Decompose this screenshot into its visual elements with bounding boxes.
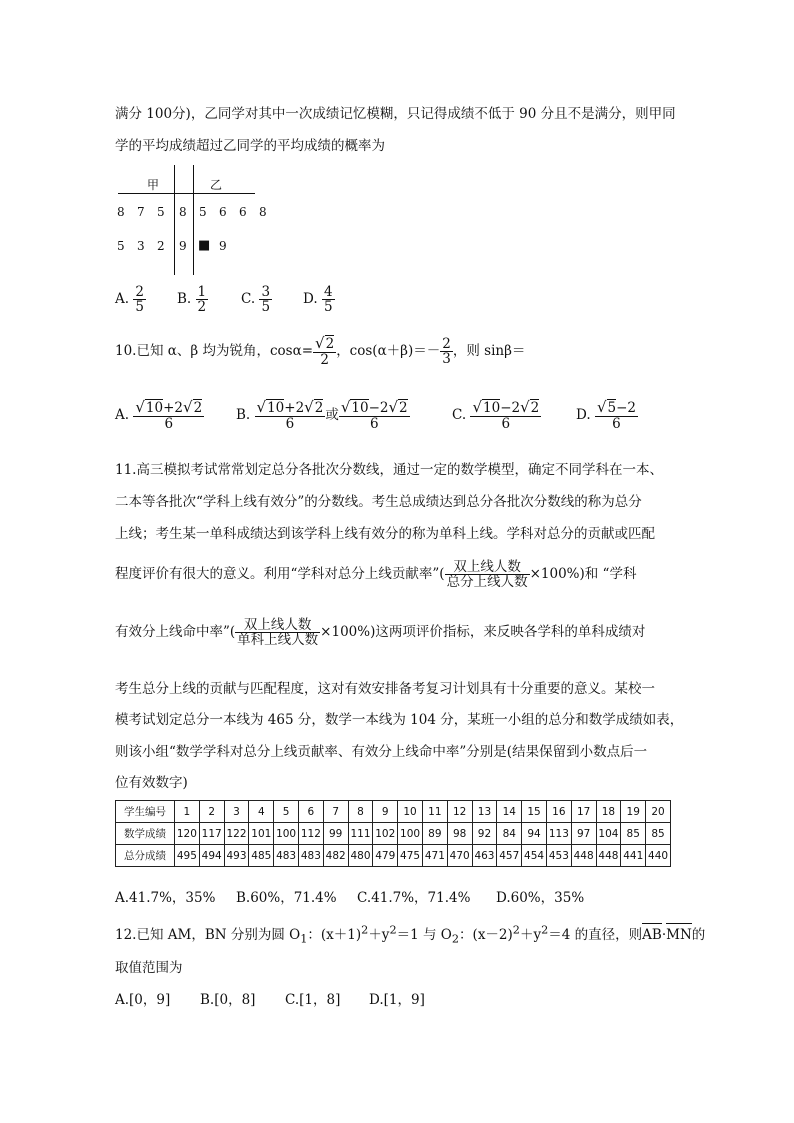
q11-text-line2: 二本等各批次“学科上线有效分”的分数线。考生总成绩达到总分各批次分数线的称为总分: [115, 494, 642, 510]
table-cell: 11: [422, 801, 447, 823]
q11-line4-a: 程度评价有很大的意义。利用“学科对总分上线贡献率”(: [115, 566, 445, 583]
q10-option-a[interactable]: A. $\frac{√10+2√2}{6}$: [115, 398, 203, 432]
table-cell: 471: [422, 845, 447, 867]
q9-text-line1: 满分 100分)，乙同学对其中一次成绩记忆模糊，只记得成绩不低于 90 分且不是满分，则甲同: [115, 106, 676, 122]
q10-stem: 10.已知 α、β 均为锐角，cosα= $\frac{√2}{2}$ ，cos(α＋β)＝－ $\frac{2}{3}$ ，则 sinβ＝: [115, 334, 526, 368]
table-cell: 120: [175, 823, 200, 845]
table-cell: 463: [472, 845, 497, 867]
table-cell: 92: [472, 823, 497, 845]
option-label: A.: [115, 406, 130, 423]
option-label: D.: [303, 291, 318, 308]
frac-den: 2: [313, 352, 336, 367]
table-cell: 7: [323, 801, 348, 823]
q11-option-a[interactable]: A.41.7%，35%: [115, 890, 216, 906]
table-cell: 111: [348, 823, 373, 845]
leaf: 3: [137, 239, 145, 253]
frac-den: 单科上线人数: [237, 632, 319, 649]
sqrt-radicand: 10: [483, 400, 501, 416]
frac-den: 5: [135, 299, 144, 316]
table-cell: 494: [199, 845, 224, 867]
table-cell: 113: [546, 823, 571, 845]
q12-part: ＝1 与 O: [396, 927, 452, 943]
table-row: [116, 823, 671, 845]
q9-text-line2: 学的平均成绩超过乙同学的平均成绩的概率为: [115, 138, 385, 154]
frac-num: 双上线人数: [243, 617, 312, 633]
stemleaf-right-header: 乙: [210, 178, 223, 192]
sqrt-radicand: 10: [267, 400, 285, 416]
table-cell: 495: [175, 845, 200, 867]
table-cell: 485: [249, 845, 274, 867]
q11-text-line7: 模考试划定总分一本线为 465 分，数学一本线为 104 分，某班一小组的总分和数学成绩如表，: [115, 712, 684, 728]
frac-den: 6: [470, 416, 541, 431]
frac-num: 双上线人数: [453, 559, 521, 575]
table-cell: 14: [497, 801, 522, 823]
q10-option-b[interactable]: B. $\frac{√10+2√2}{6}$ 或 $\frac{√10-2√2}{6}$: [236, 398, 408, 432]
leaf: 8: [117, 205, 125, 219]
q9-option-a[interactable]: [115, 285, 146, 314]
frac-den: 总分上线人数: [446, 574, 528, 591]
table-cell: 18: [596, 801, 621, 823]
frac-num: 4: [323, 284, 333, 300]
q11-option-b[interactable]: B.60%，71.4%: [236, 890, 337, 906]
table-cell: 470: [447, 845, 472, 867]
q12-text-line2: 取值范围为: [115, 960, 183, 976]
q12-text-line1: [115, 923, 705, 946]
q11-text-line6: 考生总分上线的贡献与匹配程度，这对有效安排备考复习计划具有十分重要的意义。某校一: [115, 681, 655, 697]
smudged-leaf: ■: [198, 238, 211, 253]
leaf: 2: [157, 239, 165, 253]
table-row: [116, 801, 671, 823]
q11-line5-a: 有效分上线命中率”(: [115, 624, 236, 641]
q9-option-c[interactable]: [241, 285, 272, 314]
superscript: 2: [541, 923, 549, 937]
table-cell: 10: [398, 801, 423, 823]
table-cell: 453: [546, 845, 571, 867]
option-label: A.: [115, 291, 130, 308]
table-cell: 493: [224, 845, 249, 867]
sqrt-radicand: 2: [530, 400, 540, 416]
q12-part: 12.已知 AM，BN 分别为圆 O: [115, 927, 301, 943]
table-cell: 102: [373, 823, 398, 845]
vector-ab: AB: [642, 927, 662, 943]
table-cell: 1: [175, 801, 200, 823]
table-cell: 440: [646, 845, 671, 867]
superscript: 2: [361, 923, 369, 937]
frac-den: 6: [255, 416, 326, 431]
num-rest: +2: [163, 400, 183, 416]
leaf: 7: [137, 205, 145, 219]
stemleaf-header-rule: [118, 193, 255, 194]
q11-text-line5: [115, 618, 645, 647]
q11-option-c[interactable]: C.41.7%，71.4%: [357, 890, 471, 906]
table-cell: 6: [298, 801, 323, 823]
sqrt-radicand: 2: [325, 336, 335, 352]
table-cell: 9: [373, 801, 398, 823]
table-cell: 482: [323, 845, 348, 867]
table-cell: 17: [571, 801, 596, 823]
sqrt-radicand: 2: [399, 400, 408, 416]
table-cell: 13: [472, 801, 497, 823]
table-cell: 441: [621, 845, 646, 867]
frac-den: 2: [197, 299, 207, 316]
frac-den: 6: [595, 416, 638, 431]
table-cell: 100: [274, 823, 299, 845]
frac-den: 6: [339, 416, 410, 431]
q9-option-d[interactable]: [303, 285, 335, 314]
leaf: 6: [239, 205, 247, 219]
table-cell: 98: [447, 823, 472, 845]
option-label: B.: [236, 406, 251, 423]
q12-option-c[interactable]: C.[1，8]: [285, 992, 341, 1008]
row-header: 数学成绩: [116, 823, 175, 845]
dot-product: ·: [661, 927, 667, 943]
table-cell: 97: [571, 823, 596, 845]
q11-line4-b: ×100%)和 “学科: [529, 566, 637, 583]
leaf: 5: [157, 205, 165, 219]
vector-mn: MN: [666, 927, 692, 943]
table-cell: 483: [298, 845, 323, 867]
q9-option-b[interactable]: [177, 285, 208, 314]
row-header: 学生编号: [116, 801, 175, 823]
option-label: C.: [241, 291, 256, 308]
q12-part: ：(x＋1): [307, 927, 362, 943]
q11-line5-b: ×100%)这两项评价指标，来反映各学科的单科成绩对: [320, 624, 646, 641]
subscript: 2: [451, 932, 460, 946]
frac-den: 3: [442, 350, 451, 367]
table-cell: 100: [398, 823, 423, 845]
table-row: [116, 845, 671, 867]
q10-option-c[interactable]: C. $\frac{√10-2√2}{6}$: [452, 398, 540, 432]
table-cell: 19: [621, 801, 646, 823]
q11-text-line9: 位有效数字): [115, 775, 188, 791]
table-cell: 15: [522, 801, 547, 823]
q10-mid: ，cos(α＋β)＝－: [336, 342, 441, 359]
table-cell: 101: [249, 823, 274, 845]
table-cell: 2: [199, 801, 224, 823]
table-cell: 3: [224, 801, 249, 823]
table-cell: 448: [596, 845, 621, 867]
q12-part: 的: [691, 927, 706, 943]
stemleaf-divider-left: [174, 165, 175, 275]
sqrt-radicand: 5: [607, 400, 617, 416]
table-cell: 84: [497, 823, 522, 845]
num-rest: −2: [368, 400, 389, 416]
stemleaf-divider-right: [193, 165, 194, 275]
q11-option-d[interactable]: D.60%，35%: [496, 890, 585, 906]
table-cell: 85: [621, 823, 646, 845]
q12-part: ＝4 的直径，则: [548, 927, 643, 943]
table-cell: 112: [298, 823, 323, 845]
frac-num: 1: [197, 284, 207, 300]
q12-option-d[interactable]: D.[1，9]: [369, 992, 425, 1008]
table-cell: 454: [522, 845, 547, 867]
frac-num: 2: [135, 284, 144, 300]
q10-option-d[interactable]: D. $\frac{√5-2}{6}$: [576, 398, 636, 432]
sqrt-radicand: 10: [351, 400, 369, 416]
table-cell: 85: [646, 823, 671, 845]
num-rest: −2: [500, 400, 521, 416]
option-label: C.: [452, 406, 467, 423]
table-cell: 5: [274, 801, 299, 823]
table-cell: 20: [646, 801, 671, 823]
q12-part: ：(x－2): [459, 927, 513, 943]
superscript: 2: [389, 923, 397, 937]
stem: 8: [179, 205, 187, 219]
q11-text-line4: [115, 560, 636, 589]
q11-text-line3: 上线；考生某一单科成绩达到该学科上线有效分的称为单科上线。学科对总分的贡献或匹配: [115, 526, 655, 542]
num-rest: +2: [284, 400, 305, 416]
stem: 9: [179, 239, 187, 253]
sqrt-radicand: 10: [145, 400, 164, 416]
score-table: [115, 800, 671, 867]
table-cell: 94: [522, 823, 547, 845]
q12-option-b[interactable]: B.[0，8]: [200, 992, 256, 1008]
frac-den: 6: [133, 416, 204, 431]
leaf: 6: [219, 205, 227, 219]
frac-num: 2: [442, 335, 451, 352]
table-cell: 448: [571, 845, 596, 867]
table-cell: 479: [373, 845, 398, 867]
table-cell: 483: [274, 845, 299, 867]
table-cell: 122: [224, 823, 249, 845]
q10-suffix: ，则 sinβ＝: [452, 342, 526, 359]
q11-text-line1: 11.高三模拟考试常常划定总分各批次分数线，通过一定的数学模型，确定不同学科在一本、: [115, 462, 663, 478]
table-cell: 89: [422, 823, 447, 845]
table-cell: 4: [249, 801, 274, 823]
table-cell: 457: [497, 845, 522, 867]
q11-text-line8: 则该小组“数学学科对总分上线贡献率、有效分上线命中率”分别是(结果保留到小数点后一: [115, 744, 648, 760]
superscript: 2: [512, 923, 520, 937]
table-cell: 117: [199, 823, 224, 845]
leaf: 8: [259, 205, 267, 219]
num-rest: −2: [616, 400, 636, 416]
sqrt-radicand: 2: [193, 400, 203, 416]
frac-den: 5: [261, 299, 271, 316]
table-cell: 99: [323, 823, 348, 845]
row-header: 总分成绩: [116, 845, 175, 867]
leaf: 5: [199, 205, 207, 219]
q12-option-a[interactable]: A.[0，9]: [115, 992, 171, 1008]
q10-prefix: 10.已知 α、β 均为锐角，cosα=: [115, 342, 314, 359]
frac-num: 3: [261, 284, 271, 300]
table-cell: 104: [596, 823, 621, 845]
or-word: 或: [325, 406, 339, 423]
frac-den: 5: [323, 299, 333, 316]
table-cell: 16: [546, 801, 571, 823]
sqrt-radicand: 2: [314, 400, 324, 416]
table-cell: 12: [447, 801, 472, 823]
q12-part: ＋y: [519, 927, 542, 943]
option-label: B.: [177, 291, 192, 308]
subscript: 1: [300, 932, 308, 946]
leaf: 5: [117, 239, 125, 253]
table-cell: 480: [348, 845, 373, 867]
table-cell: 8: [348, 801, 373, 823]
leaf: 9: [219, 239, 227, 253]
table-cell: 475: [398, 845, 423, 867]
q12-part: ＋y: [368, 927, 390, 943]
stemleaf-left-header: 甲: [147, 178, 160, 192]
option-label: D.: [576, 406, 591, 423]
